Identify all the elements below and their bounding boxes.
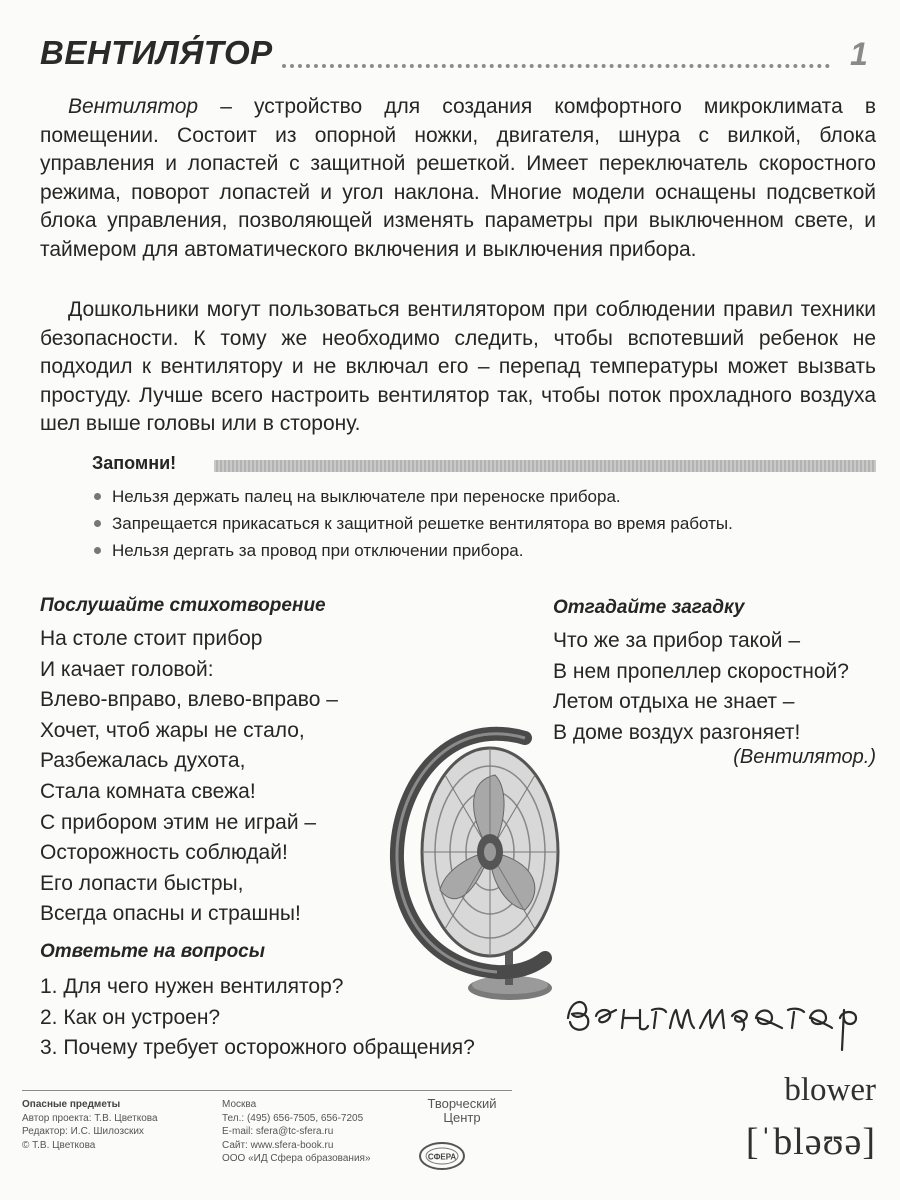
poem-line: Влево-вправо, влево-вправо – <box>40 688 338 712</box>
poem-line: Хочет, чтоб жары не стало, <box>40 718 305 742</box>
logo-line-1: Творческий <box>427 1096 497 1111</box>
questions-list <box>40 972 475 1064</box>
transcription: [ˈbləʊə] <box>745 1121 876 1163</box>
footer-author: Автор проекта: Т.В. Цветкова <box>22 1112 158 1124</box>
riddle-lines <box>553 626 849 748</box>
footer-credits <box>22 1098 158 1152</box>
riddle-title: Отгадайте загадку <box>553 597 745 618</box>
term-highlight: Вентилятор <box>68 95 199 118</box>
riddle-line: Летом отдыха не знает – <box>553 690 795 714</box>
poem-line: Осторожность соблюдай! <box>40 841 288 865</box>
list-item: Нельзя дергать за провод при отключении прибора. <box>92 537 872 564</box>
footer-email: E-mail: sfera@tc-sfera.ru <box>222 1126 334 1137</box>
riddle-line: В нем пропеллер скоростной? <box>553 659 849 683</box>
footer-series: Опасные предметы <box>22 1099 121 1110</box>
card-number: 1 <box>850 36 868 72</box>
remember-list <box>92 483 872 564</box>
question-item: 3. Почему требует осторожного обращения? <box>40 1036 475 1060</box>
footer-divider <box>22 1090 512 1091</box>
fan-illustration <box>385 720 560 1010</box>
description-paragraph-1 <box>40 93 876 265</box>
riddle-line: Что же за прибор такой – <box>553 629 801 652</box>
poem-line: С прибором этим не играй – <box>40 810 317 834</box>
question-item: 1. Для чего нужен вентилятор? <box>40 975 344 998</box>
poem-lines <box>40 624 338 930</box>
remember-divider-bar <box>214 460 876 472</box>
logo-line-2: Центр <box>443 1110 481 1125</box>
poem-line: Разбежалась духота, <box>40 749 246 773</box>
footer-phone: Тел.: (495) 656-7505, 656-7205 <box>222 1112 364 1124</box>
footer-contacts <box>222 1098 371 1166</box>
list-item: Запрещается прикасаться к защитной решетке вентилятора во время работы. <box>92 510 872 537</box>
list-item: Нельзя держать палец на выключателе при переноске прибора. <box>92 483 872 510</box>
remember-title: Запомни! <box>92 453 177 473</box>
footer-editor: Редактор: И.С. Шилозских <box>22 1126 144 1137</box>
poem-line: Его лопасти быстры, <box>40 871 244 895</box>
poem-line: И качает головой: <box>40 657 214 681</box>
footer-site: Сайт: www.sfera-book.ru <box>222 1139 334 1151</box>
description-paragraph-1-text: – устройство для создания комфортного микроклимата в помещении. Состоит из опорной ножки, двигателя, шнура с вилкой, блока управления и лопастей с защитной решеткой. Имеет переключатель скоростного режима, поворот лопастей и угол наклона. Многие модели оснащены подсветкой блока управления, позволяющей изменять параметры при выключенном свете, и таймером для автоматического включения и выключения прибора. <box>40 95 876 261</box>
poem-line: Всегда опасны и страшны! <box>40 902 301 926</box>
footer-city: Москва <box>222 1099 257 1110</box>
logo-mark-text: СФЕРА <box>427 1152 457 1162</box>
page-title: ВЕНТИЛЯ́ТОР <box>40 34 273 71</box>
poem-line: На столе стоит прибор <box>40 627 263 650</box>
description-paragraph-2: Дошкольники могут пользоваться вентилятором при соблюдении правил техники безопасности. К тому же необходимо следить, чтобы вспотевший ребенок не подходил к вентилятору и не включал его – перепад температуры может вызвать простуду. Лучше всего настроить вентилятор так, чтобы поток прохладного воздуха шел выше головы или в сторону. <box>40 298 876 436</box>
riddle-answer: (Вентилятор.) <box>733 746 876 768</box>
footer-copyright: © Т.В. Цветкова <box>22 1139 96 1151</box>
riddle-line: В доме воздух разгоняет! <box>553 720 801 744</box>
title-dotted-leader <box>282 64 830 68</box>
logo-caption <box>412 1097 512 1125</box>
english-word: blower <box>784 1072 876 1108</box>
question-item: 2. Как он устроен? <box>40 1005 221 1029</box>
poem-line: Стала комната свежа! <box>40 779 256 803</box>
poem-title: Послушайте стихотворение <box>40 595 326 616</box>
footer-org: ООО «ИД Сфера образования» <box>222 1153 371 1164</box>
questions-title: Ответьте на вопросы <box>40 941 265 962</box>
cursive-word-vocabulary <box>560 970 880 1060</box>
